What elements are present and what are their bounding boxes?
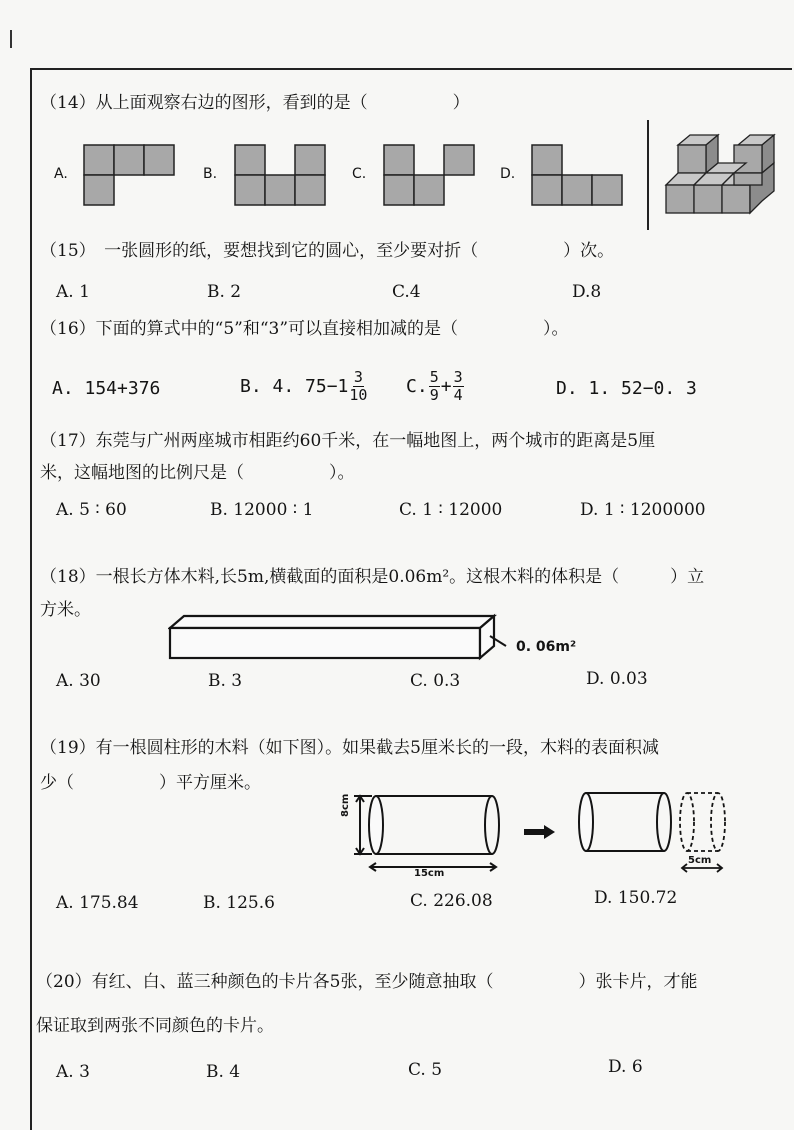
q15-option-d: D.8	[572, 282, 602, 302]
question-20-line-2: 保证取到两张不同颜色的卡片。	[36, 1016, 274, 1036]
q15-option-a: A. 1	[56, 282, 90, 302]
q16-option-a: A. 154+376	[52, 378, 161, 399]
q17-option-b: B. 12000 ∶ 1	[210, 500, 314, 520]
q17-option-c: C. 1 ∶ 12000	[399, 500, 503, 520]
q19-option-d: D. 150.72	[594, 888, 678, 908]
q14-option-b-figure	[233, 143, 329, 209]
q16-option-c-prefix: C.	[406, 376, 428, 397]
q16-option-d: D. 1. 52−0. 3	[556, 378, 697, 399]
question-16: （16）下面的算式中的“5”和“3”可以直接相加减的是（ ）。	[40, 319, 569, 339]
question-17-line-2: 米，这幅地图的比例尺是（ ）。	[40, 463, 355, 483]
q19-option-c: C. 226.08	[410, 891, 493, 911]
q15-option-b: B. 2	[207, 282, 242, 302]
q18-option-a: A. 30	[56, 671, 101, 691]
q19-cut-cylinder-figure	[572, 788, 737, 878]
q14-option-b-label: B.	[203, 166, 218, 182]
question-19-line-1: （19）有一根圆柱形的木料（如下图）。如果截去5厘米长的一段，木料的表面积减	[40, 738, 659, 758]
q18-cross-section-label: 0. 06m²	[516, 639, 577, 655]
q19-cut-length-label: 5cm	[688, 855, 712, 866]
q14-cube-stack-figure	[660, 133, 780, 218]
q16-option-c-plus: +	[440, 376, 452, 397]
q17-option-a: A. 5 ∶ 60	[56, 500, 127, 520]
q16-option-c-fraction-2	[453, 370, 464, 403]
q16-option-c-fraction-1	[429, 370, 440, 403]
q19-length-label: 15cm	[414, 868, 445, 879]
q18-option-c: C. 0.3	[410, 671, 461, 691]
q16-option-c-numerator-1: 5	[429, 368, 439, 386]
question-14: （14）从上面观察右边的图形，看到的是（ ）	[40, 93, 470, 113]
q14-option-a-label: A.	[54, 166, 68, 182]
q16-option-c-denominator-2: 4	[453, 386, 463, 404]
q16-option-b-prefix: B. 4. 75−1	[240, 376, 349, 397]
q18-wood-beam-figure	[168, 612, 508, 664]
q16-option-b	[240, 370, 368, 403]
q16-option-b-numerator: 3	[353, 368, 363, 386]
q14-option-d-figure	[530, 143, 626, 209]
question-15: （15） 一张圆形的纸，要想找到它的圆心，至少要对折（ ）次。	[40, 241, 615, 261]
q19-arrow-icon	[524, 824, 556, 840]
q16-option-c	[406, 370, 465, 403]
q16-option-c-denominator-1: 9	[429, 386, 439, 404]
q18-option-b: B. 3	[208, 671, 243, 691]
q20-option-a: A. 3	[56, 1062, 90, 1082]
question-17-line-1: （17）东莞与广州两座城市相距约60千米，在一幅地图上，两个城市的距离是5厘	[40, 431, 656, 451]
q16-option-b-denominator: 10	[349, 386, 368, 404]
scan-edge-mark	[10, 30, 12, 48]
q19-option-a: A. 175.84	[56, 893, 139, 913]
q20-option-c: C. 5	[408, 1060, 443, 1080]
q18-option-d: D. 0.03	[586, 669, 648, 689]
q19-height-label: 8cm	[340, 793, 351, 817]
q16-option-c-numerator-2: 3	[453, 368, 463, 386]
q14-divider-line	[645, 120, 651, 230]
q15-option-c: C.4	[392, 282, 421, 302]
question-20-line-1: （20）有红、白、蓝三种颜色的卡片各5张，至少随意抽取（ ）张卡片，才能	[36, 972, 698, 992]
page-frame	[30, 68, 792, 1130]
question-18-line-2: 方米。	[40, 600, 91, 620]
q17-option-d: D. 1 ∶ 1200000	[580, 500, 706, 520]
q14-option-d-label: D.	[500, 166, 516, 182]
q14-option-c-label: C.	[352, 166, 367, 182]
q19-option-b: B. 125.6	[203, 893, 275, 913]
q20-option-d: D. 6	[608, 1057, 643, 1077]
q16-option-b-fraction	[349, 370, 367, 403]
q14-option-a-figure	[82, 143, 178, 209]
q14-option-c-figure	[382, 143, 478, 209]
question-18-line-1: （18）一根长方体木料,长5m,横截面的面积是0.06m²。这根木料的体积是（ ）立	[40, 567, 705, 587]
question-19-line-2: 少（ ）平方厘米。	[40, 773, 261, 793]
q20-option-b: B. 4	[206, 1062, 241, 1082]
